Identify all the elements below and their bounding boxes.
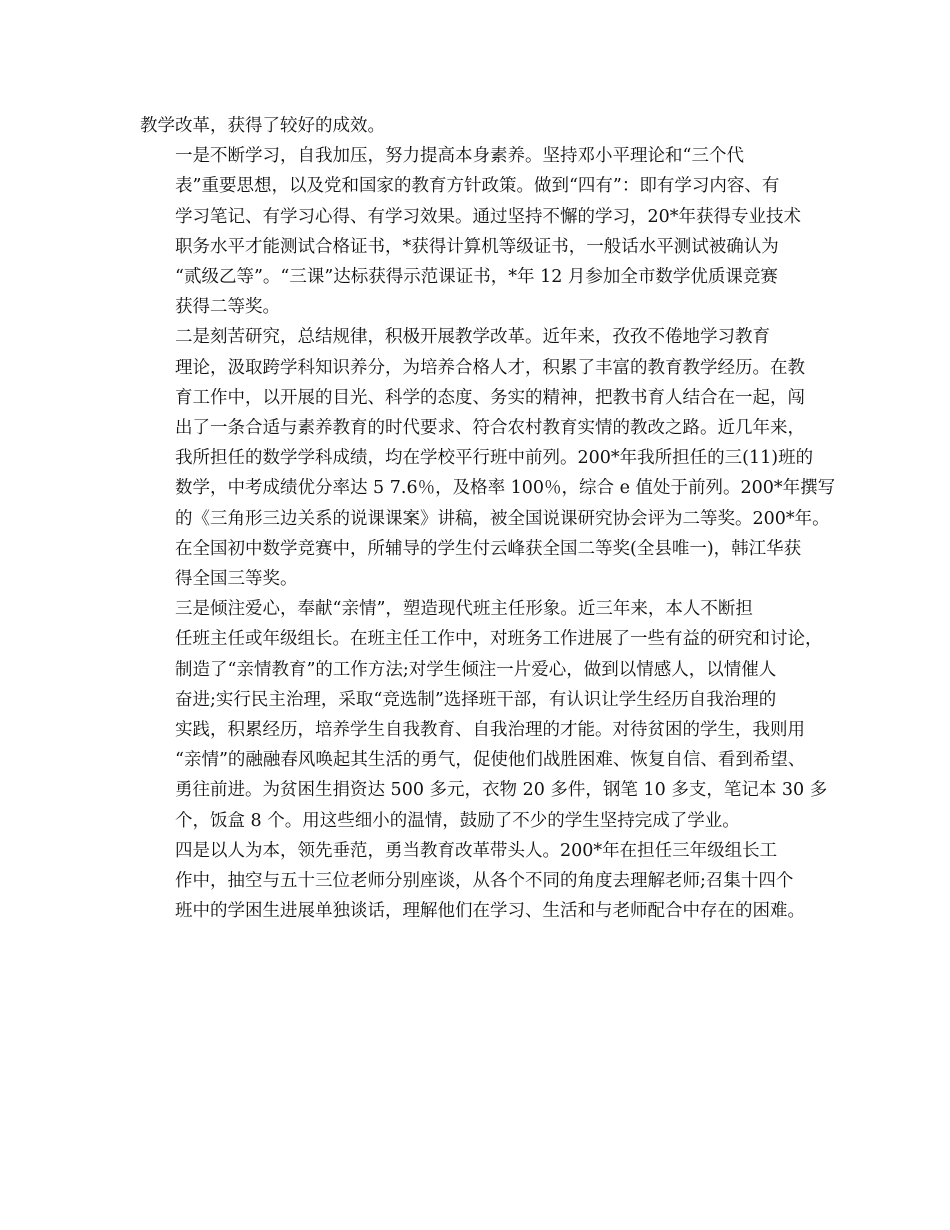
- paragraph-line: 二是刻苦研究，总结规律，积极开展教学改革。近年来，孜孜不倦地学习教育: [175, 327, 770, 348]
- paragraph-line: 学习笔记、有学习心得、有学习效果。通过坚持不懈的学习，20*年获得专业技术: [175, 206, 802, 227]
- paragraph-line: 获得二等奖。: [175, 297, 280, 318]
- paragraph-p4: [140, 836, 810, 927]
- paragraph-line: 班中的学困生进展单独谈话，理解他们在学习、生活和与老师配合中存在的困难。: [175, 901, 805, 922]
- document-body: [140, 111, 836, 926]
- paragraph-line: 制造了“亲情教育”的工作方法;对学生倾注一片爱心，做到以情感人，以情催人: [175, 659, 777, 680]
- paragraph-line: 教学改革，获得了较好的成效。: [140, 116, 385, 136]
- paragraph-line: 在全国初中数学竞赛中，所辅导的学生付云峰获全国二等奖(全县唯一)，韩江华获: [175, 538, 802, 559]
- paragraph-line: 数学，中考成绩优分率达 5 7.6％，及格率 100％，综合 e 值处于前列。200*年撰写: [175, 478, 836, 499]
- paragraph-line: 四是以人为本，领先垂范，勇当教育改革带头人。200*年在担任三年级组长工: [175, 840, 778, 861]
- paragraph-line: 一是不断学习，自我加压，努力提高本身素养。坚持邓小平理论和“三个代: [175, 146, 744, 167]
- paragraph-line: 育工作中，以开展的目光、科学的态度、务实的精神，把教书育人结合在一起，闯: [175, 387, 805, 408]
- paragraph-line: 奋进;实行民主治理，采取“竞选制”选择班干部，有认识让学生经历自我治理的: [175, 689, 777, 710]
- paragraph-p3: [140, 594, 828, 836]
- paragraph-line: 我所担任的数学学科成绩，均在学校平行班中前列。200*年我所担任的三(11)班的: [175, 448, 814, 469]
- paragraph-line: 勇往前进。为贫困生捐资达 500 多元，衣物 20 多件，钢笔 10 多支，笔记本 30 多: [175, 780, 828, 801]
- paragraph-line: 的《三角形三边关系的说课课案》讲稿，被全国说课研究协会评为二等奖。200*年。: [175, 508, 830, 529]
- paragraph-line: 个，饭盒 8 个。用这些细小的温情，鼓励了不少的学生坚持完成了学业。: [175, 810, 740, 831]
- paragraph-p2: [140, 322, 836, 594]
- paragraph-line: 表”重要思想，以及党和国家的教育方针政策。做到“四有”：即有学习内容、有: [175, 176, 780, 197]
- paragraph-line: 职务水平才能测试合格证书，*获得计算机等级证书，一般话水平测试被确认为: [175, 236, 779, 257]
- paragraph-line: 作中，抽空与五十三位老师分别座谈，从各个不同的角度去理解老师;召集十四个: [175, 871, 794, 892]
- paragraph-line: 理论，汲取跨学科知识养分，为培养合格人才，积累了丰富的教育教学经历。在教: [175, 357, 805, 378]
- paragraph-line: “贰级乙等”。“三课”达标获得示范课证书，*年 12 月参加全市数学优质课竞赛: [175, 267, 778, 288]
- paragraph-p0: [140, 111, 810, 141]
- paragraph-line: 得全国三等奖。: [175, 569, 298, 590]
- paragraph-line: 出了一条合适与素养教育的时代要求、符合农村教育实情的教改之路。近几年来，: [175, 418, 805, 439]
- paragraph-line: 实践，积累经历，培养学生自我教育、自我治理的才能。对待贫困的学生，我则用: [175, 720, 805, 741]
- paragraph-line: 三是倾注爱心，奉献“亲情”，塑造现代班主任形象。近三年来，本人不断担: [175, 599, 753, 620]
- paragraph-p1: [140, 141, 810, 322]
- paragraph-line: “亲情”的融融春风唤起其生活的勇气，促使他们战胜困难、恢复自信、看到希望、: [175, 750, 806, 771]
- paragraph-line: 任班主任或年级组长。在班主任工作中，对班务工作进展了一些有益的研究和讨论，: [175, 629, 823, 650]
